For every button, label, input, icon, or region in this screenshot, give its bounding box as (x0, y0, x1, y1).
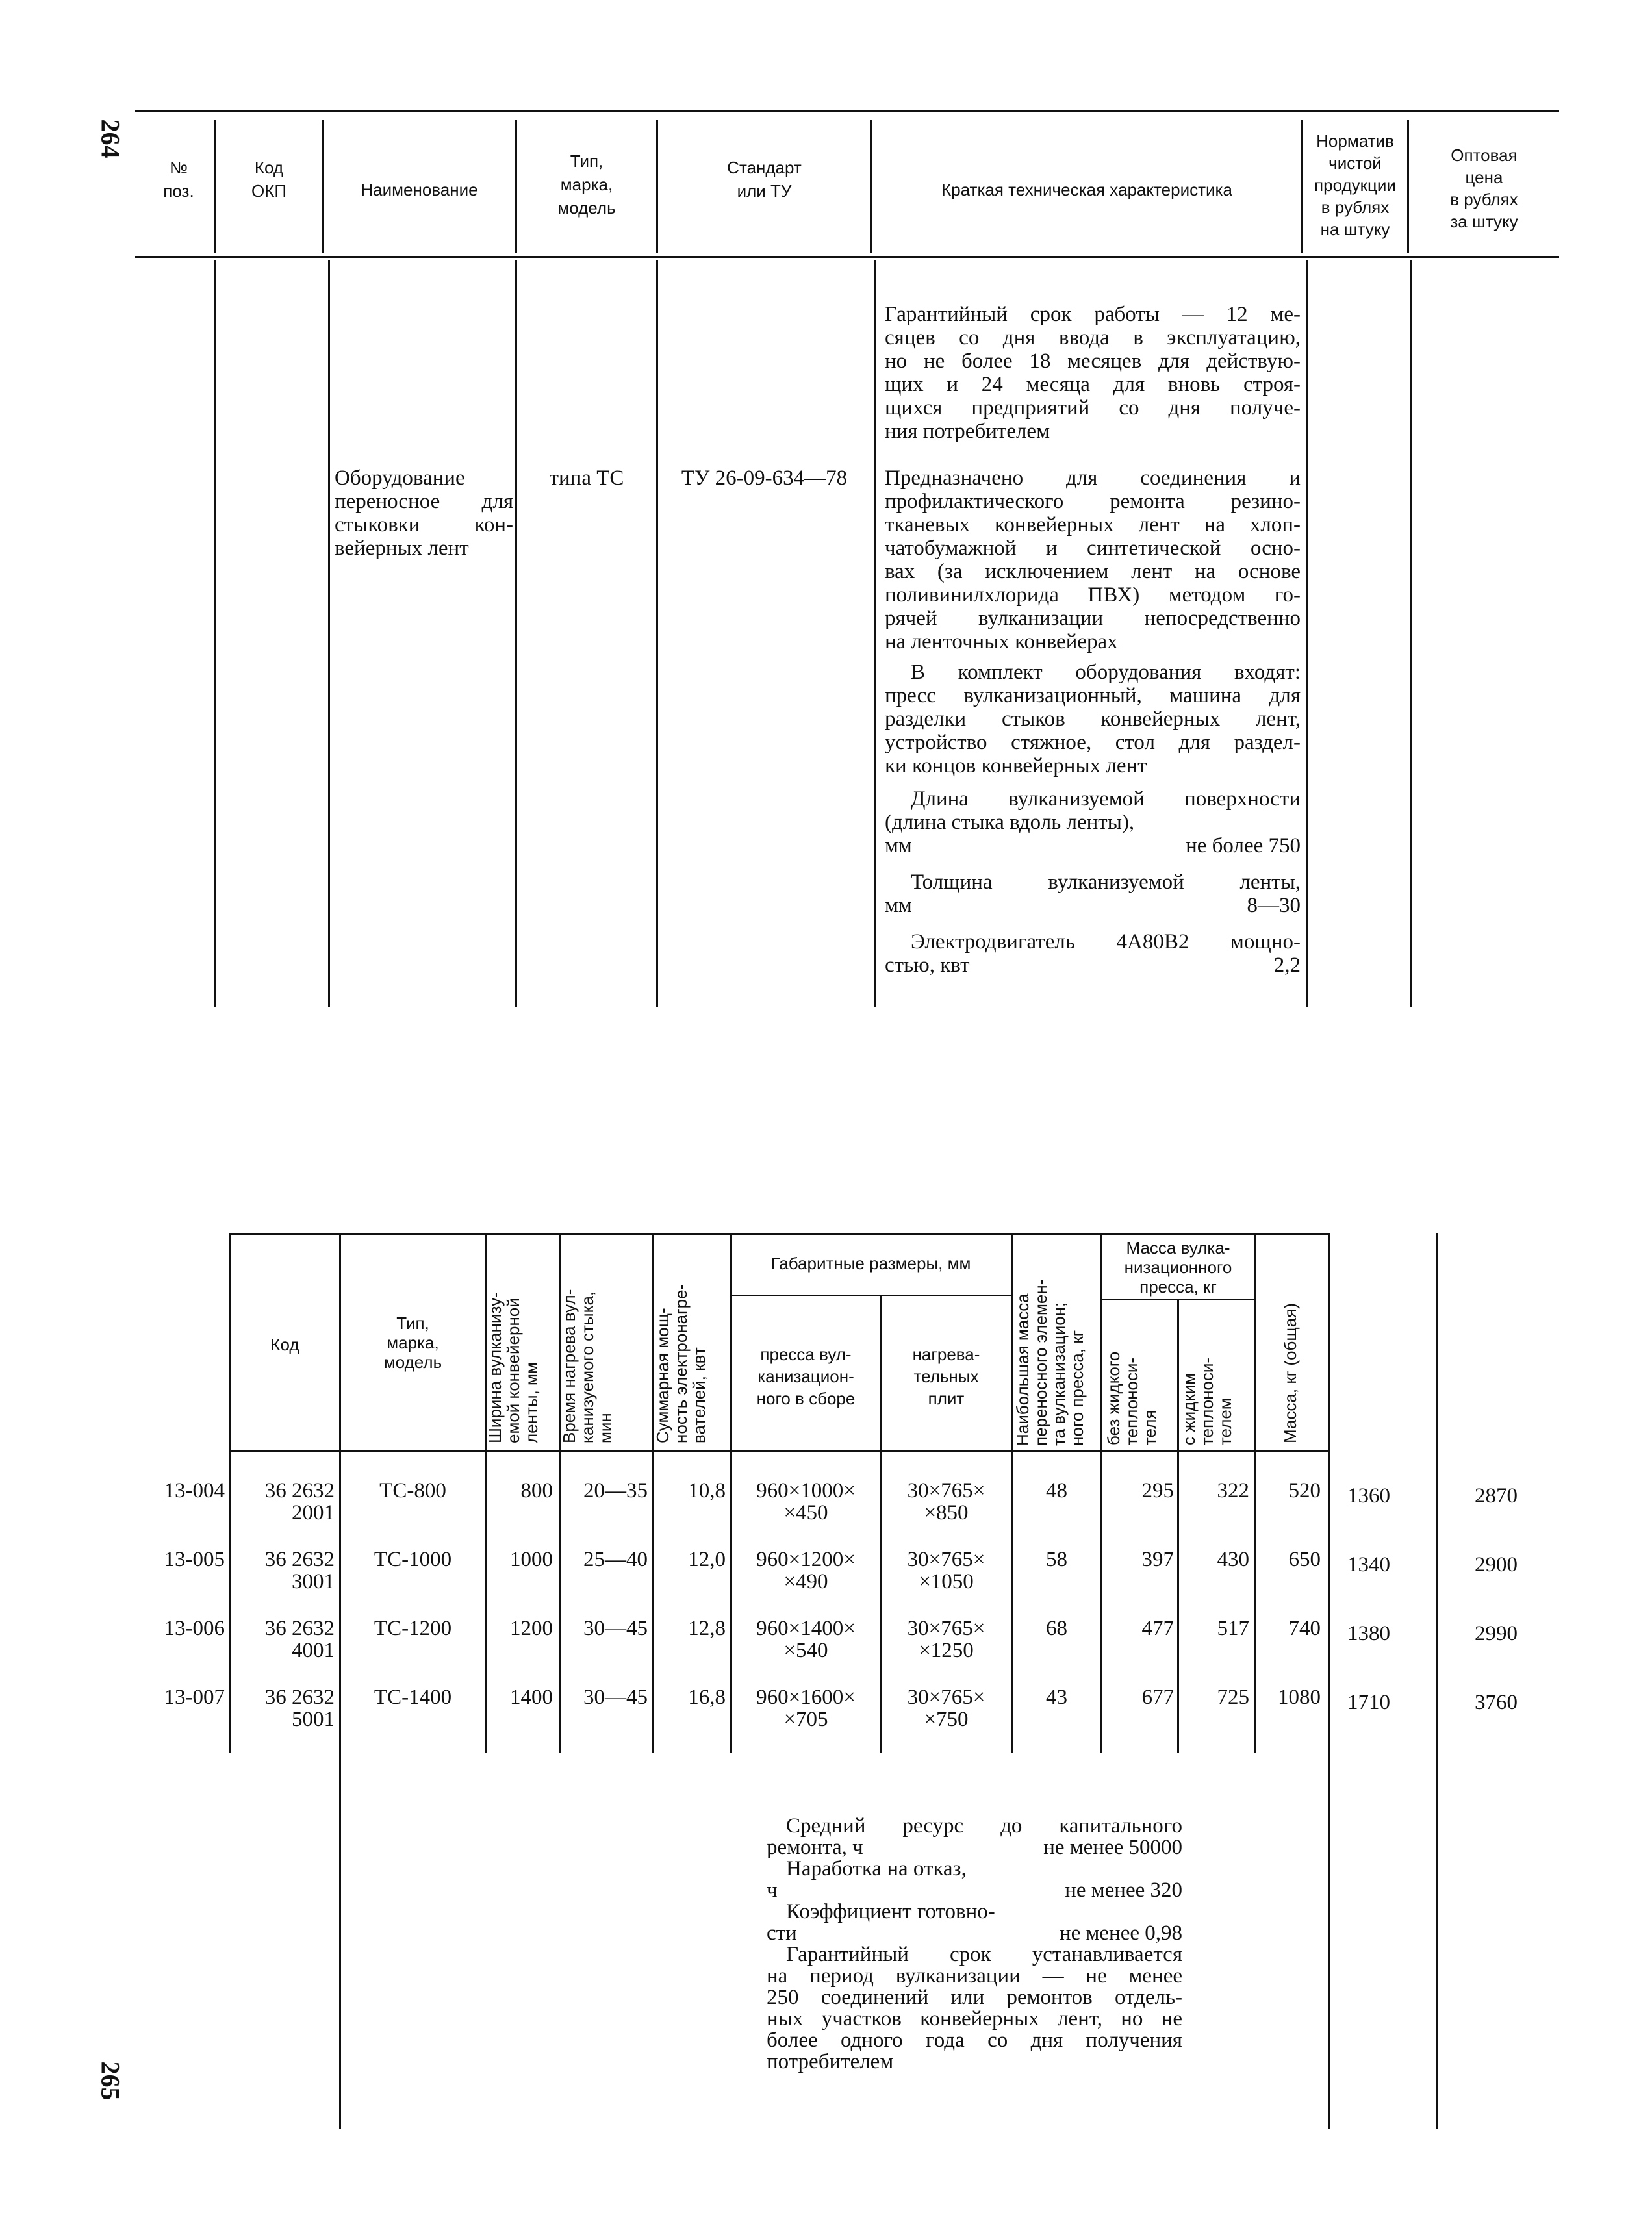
mtbf-value: не менее 320 (1065, 1879, 1182, 1902)
cell-width-line: 1200 (510, 1617, 553, 1640)
cell-norm-line: 1340 (1347, 1553, 1390, 1576)
cell-max-mass-line: 68 (1046, 1617, 1067, 1640)
cell-time-line: 20—35 (583, 1479, 648, 1502)
header-press-mass: Масса вулка- низационного пресса, кг (1124, 1238, 1232, 1297)
motor-value: 2,2 (1273, 954, 1301, 977)
cell-code-line: 36 2632 (264, 1479, 335, 1502)
length-unit: мм (885, 834, 912, 857)
cell-press-dims-line: 960×1000× (756, 1479, 856, 1502)
warranty-line: ных участков конвейерных лент, но не (767, 2007, 1182, 2031)
cell-mass-with-line: 430 (1217, 1548, 1249, 1571)
cell-power-line: 10,8 (688, 1479, 726, 1502)
body-divider (1410, 260, 1412, 1007)
cell-time (561, 1549, 648, 1571)
kit-line: ки концов конвейерных лент (885, 754, 1147, 778)
cell-plates-dims-line: ×750 (924, 1708, 969, 1731)
cell-time (561, 1480, 648, 1502)
cell-price (1438, 1623, 1555, 1645)
warranty-line: но не более 18 месяцев для действую- (885, 349, 1301, 373)
cell-plates-dims-line: ×850 (924, 1501, 969, 1525)
item-name-line: вейерных лент (335, 537, 469, 560)
cell-code (231, 1686, 335, 1730)
warranty-line: 250 соединений или ремонтов отдель- (767, 1986, 1182, 2009)
cell-mass-with (1179, 1480, 1249, 1502)
cell-pos (136, 1617, 225, 1639)
length-spec (885, 787, 1301, 857)
item-name-line: стыковки кон- (335, 513, 513, 537)
warranty-line: более одного года со дня получения (767, 2029, 1182, 2052)
cell-time-line: 30—45 (583, 1686, 648, 1709)
cell-price-line: 2990 (1475, 1622, 1518, 1645)
body-divider (515, 260, 517, 1007)
cell-norm (1330, 1623, 1408, 1645)
cell-width (487, 1480, 553, 1502)
cell-width (487, 1617, 553, 1639)
cell-mass-without (1102, 1549, 1174, 1571)
cell-power (654, 1480, 726, 1502)
cell-press-dims-line: ×540 (783, 1639, 828, 1662)
header-price: Оптовая цена в рублях за штуку (1450, 146, 1518, 231)
header-rule (135, 256, 1559, 258)
cell-power-line: 16,8 (688, 1686, 726, 1709)
cell-price-line: 3760 (1475, 1691, 1518, 1714)
cell-total-mass-line: 520 (1288, 1479, 1321, 1502)
header-type: Тип, марка, модель (383, 1313, 442, 1372)
cell-press-dims (732, 1686, 880, 1730)
mtbf-line: Наработка на отказ, (786, 1857, 967, 1880)
cell-code-line: 4001 (292, 1639, 335, 1662)
header-standard: Стандарт или ТУ (727, 158, 802, 201)
kit-line: пресс вулканизационный, машина для (885, 684, 1301, 707)
body-divider (1436, 1233, 1438, 2129)
purpose-line: тканевых конвейерных лент на хлоп- (885, 513, 1301, 537)
cell-price (1438, 1554, 1555, 1576)
cell-time (561, 1686, 648, 1708)
cell-time-line: 25—40 (583, 1548, 648, 1571)
resource-value: не менее 50000 (1043, 1836, 1182, 1859)
cell-pos-line: 13-004 (164, 1479, 225, 1502)
cell-mass-without (1102, 1686, 1174, 1708)
cell-total-mass (1256, 1617, 1321, 1639)
cell-mass-with-line: 322 (1217, 1479, 1249, 1502)
cell-plates-dims-line: 30×765× (907, 1617, 985, 1640)
item-name (335, 466, 513, 560)
length-value: не более 750 (1186, 834, 1301, 857)
kit-line: разделки стыков конвейерных лент, (885, 707, 1301, 731)
header-with-fluid: с жидким теплоноси- телем (1179, 1357, 1235, 1445)
cell-price-line: 2870 (1475, 1484, 1518, 1508)
warranty-line: на период вулканизации — не менее (767, 1964, 1182, 1988)
cell-type-line: ТС-800 (379, 1479, 446, 1502)
bottom-header-rule (229, 1450, 1330, 1452)
header-divider (1254, 1233, 1256, 1450)
purpose-line: поливинилхлорида ПВХ) методом го- (885, 583, 1301, 607)
cell-max-mass (1013, 1617, 1100, 1639)
cell-press-dims-line: ×450 (783, 1501, 828, 1525)
cell-power-line: 12,0 (688, 1548, 726, 1571)
cell-price (1438, 1485, 1555, 1507)
item-name-line: переносное для (335, 490, 513, 513)
warranty-line: щихся предприятий со дня получе- (885, 396, 1301, 420)
header-norm: Норматив чистой продукции в рублях на штуку (1314, 131, 1396, 239)
header-okp-code: Код ОКП (251, 158, 287, 201)
header-name: Наименование (361, 180, 478, 199)
resource-unit: ремонта, ч (767, 1836, 863, 1859)
cell-norm-line: 1360 (1347, 1484, 1390, 1508)
length-line: Длина вулканизуемой поверхности (911, 787, 1301, 811)
cell-mass-with-line: 725 (1217, 1686, 1249, 1709)
kit-line: устройство стяжное, стол для раздел- (885, 731, 1301, 754)
header-divider (1328, 1233, 1330, 1450)
purpose-line: рячей вулканизации непосредственно (885, 607, 1301, 630)
purpose-paragraph (885, 466, 1301, 653)
header-dims-plates: нагрева- тельных плит (912, 1345, 980, 1408)
cell-plates-dims-line: ×1050 (919, 1570, 974, 1593)
mtbf-unit: ч (767, 1879, 778, 1902)
cell-code (231, 1549, 335, 1593)
bottom-top-rule (229, 1233, 1330, 1235)
cell-mass-without (1102, 1617, 1174, 1639)
cell-type-line: ТС-1200 (374, 1617, 452, 1640)
cell-plates-dims (882, 1549, 1011, 1593)
dims-subrule (731, 1295, 1011, 1296)
cell-norm (1330, 1554, 1408, 1576)
item-type: типа ТС (549, 466, 624, 490)
cell-mass-without-line: 477 (1141, 1617, 1174, 1640)
body-divider (874, 260, 876, 1007)
purpose-line: на ленточных конвейерах (885, 630, 1118, 653)
cell-pos-line: 13-006 (164, 1617, 225, 1640)
body-divider (214, 260, 216, 1007)
cell-power (654, 1549, 726, 1571)
cell-plates-dims (882, 1480, 1011, 1524)
cell-type (341, 1549, 485, 1571)
cell-pos (136, 1686, 225, 1708)
readiness-unit: сти (767, 1921, 797, 1945)
thickness-value-row (885, 894, 1301, 917)
warranty-line: потребителем (767, 2050, 894, 2073)
cell-total-mass (1256, 1480, 1321, 1502)
header-width: Ширина вулканизу- емой конвейерной ленты, мм (485, 1292, 541, 1443)
cell-max-mass-line: 58 (1046, 1548, 1067, 1571)
warranty-line: ния потребителем (885, 420, 1050, 443)
cell-press-dims-line: 960×1200× (756, 1548, 856, 1571)
cell-total-mass-line: 1080 (1278, 1686, 1321, 1709)
resource-line: Средний ресурс до капитального (786, 1814, 1182, 1838)
cell-code-line: 36 2632 (264, 1617, 335, 1640)
warranty-line: Гарантийный срок устанавливается (786, 1943, 1182, 1966)
header-max-mass: Наибольшая масса переносного элемен- та вулканизацион; ного пресса, кг (1013, 1279, 1087, 1446)
cell-mass-with (1179, 1617, 1249, 1639)
cell-max-mass-line: 43 (1046, 1686, 1067, 1709)
cell-type-line: ТС-1400 (374, 1686, 452, 1709)
readiness-line: Коэффициент готовно- (786, 1900, 995, 1923)
cell-mass-without-line: 677 (1141, 1686, 1174, 1709)
page-number-bottom: 265 (95, 2061, 125, 2101)
cell-press-dims-line: 960×1600× (756, 1686, 856, 1709)
header-type: Тип, марка, модель (557, 151, 616, 218)
length-line: (длина стыка вдоль ленты), (885, 811, 1135, 834)
cell-pos-line: 13-007 (164, 1686, 225, 1709)
cell-code-line: 2001 (292, 1501, 335, 1525)
motor-spec (885, 930, 1301, 977)
cell-plates-dims (882, 1617, 1011, 1662)
warranty-paragraph (885, 303, 1301, 443)
header-total-mass: Масса, кг (общая) (1280, 1303, 1300, 1443)
cell-power-line: 12,8 (688, 1617, 726, 1640)
mtbf-row (767, 1880, 1182, 1901)
purpose-line: Предназначено для соединения и (885, 466, 1301, 490)
cell-time-line: 30—45 (583, 1617, 648, 1640)
header-code: Код (270, 1335, 299, 1354)
cell-press-dims-line: ×705 (783, 1708, 828, 1731)
cell-mass-with (1179, 1686, 1249, 1708)
cell-press-dims (732, 1549, 880, 1593)
cell-press-dims-line: ×490 (783, 1570, 828, 1593)
cell-width-line: 1400 (510, 1686, 553, 1709)
motor-value-row (885, 954, 1301, 977)
readiness-row (767, 1923, 1182, 1944)
kit-line: В комплект оборудования входят: (911, 661, 1301, 684)
header-pos: № поз. (163, 158, 194, 201)
cell-plates-dims-line: 30×765× (907, 1548, 985, 1571)
cell-norm (1330, 1691, 1408, 1714)
cell-mass-without-line: 295 (1141, 1479, 1174, 1502)
thickness-unit: мм (885, 894, 912, 917)
cell-time (561, 1617, 648, 1639)
cell-press-dims-line: 960×1400× (756, 1617, 856, 1640)
length-value-row (885, 834, 1301, 857)
cell-type (341, 1480, 485, 1502)
warranty-line: щих и 24 месяца для вновь строя- (885, 373, 1301, 396)
cell-max-mass (1013, 1686, 1100, 1708)
cell-max-mass (1013, 1549, 1100, 1571)
cell-code-line: 3001 (292, 1570, 335, 1593)
cell-plates-dims-line: ×1250 (919, 1639, 974, 1662)
cell-code-line: 36 2632 (264, 1548, 335, 1571)
cell-plates-dims (882, 1686, 1011, 1730)
cell-norm (1330, 1485, 1408, 1507)
cell-code-line: 5001 (292, 1708, 335, 1731)
cell-type (341, 1617, 485, 1639)
header-without-fluid: без жидкого теплоноси- теля (1104, 1351, 1160, 1445)
cell-mass-without (1102, 1480, 1174, 1502)
cell-pos-line: 13-005 (164, 1548, 225, 1571)
warranty-line: сяцев со дня ввода в эксплуатацию, (885, 326, 1301, 349)
cell-total-mass (1256, 1549, 1321, 1571)
body-divider (656, 260, 658, 1007)
top-rule (135, 110, 1559, 112)
body-divider (1306, 260, 1308, 1007)
cell-price-line: 2900 (1475, 1553, 1518, 1576)
cell-mass-without-line: 397 (1141, 1548, 1174, 1571)
cell-total-mass (1256, 1686, 1321, 1708)
item-name-line: Оборудование (335, 466, 465, 490)
cell-plates-dims-line: 30×765× (907, 1479, 985, 1502)
item-standard: ТУ 26-09-634—78 (681, 466, 848, 490)
cell-power (654, 1686, 726, 1708)
page-number-top: 264 (95, 119, 125, 158)
cell-pos (136, 1480, 225, 1502)
purpose-line: профилактического ремонта резино- (885, 490, 1301, 513)
cell-width-line: 1000 (510, 1548, 553, 1571)
cell-code-line: 36 2632 (264, 1686, 335, 1709)
cell-max-mass (1013, 1480, 1100, 1502)
cell-mass-with (1179, 1549, 1249, 1571)
warranty-line: Гарантийный срок работы — 12 ме- (885, 303, 1301, 326)
header-dims-press: пресса вул- канизацион- ного в сборе (756, 1345, 856, 1408)
resource-row (767, 1837, 1182, 1858)
thickness-value: 8—30 (1247, 894, 1301, 917)
purpose-line: вах (за исключением лент на основе (885, 560, 1301, 583)
cell-total-mass-line: 650 (1288, 1548, 1321, 1571)
header-spec: Краткая техническая характеристика (941, 180, 1232, 199)
header-dims: Габаритные размеры, мм (770, 1254, 971, 1273)
motor-unit: стью, квт (885, 954, 970, 977)
cell-price (1438, 1691, 1555, 1714)
motor-line: Электродвигатель 4А80В2 мощно- (911, 930, 1301, 954)
cell-code (231, 1480, 335, 1524)
cell-norm-line: 1380 (1347, 1622, 1390, 1645)
cell-norm-line: 1710 (1347, 1691, 1390, 1714)
cell-power (654, 1617, 726, 1639)
thickness-line: Толщина вулканизуемой ленты, (911, 870, 1301, 894)
cell-width (487, 1549, 553, 1571)
cell-type (341, 1686, 485, 1708)
cell-total-mass-line: 740 (1288, 1617, 1321, 1640)
cell-press-dims (732, 1617, 880, 1662)
cell-width-line: 800 (520, 1479, 553, 1502)
body-divider (328, 260, 330, 1007)
cell-pos (136, 1549, 225, 1571)
purpose-line: чатобумажной и синтетической осно- (885, 537, 1301, 560)
header-power: Суммарная мощ- ность электронагре- вателей, квт (653, 1284, 709, 1443)
readiness-value: не менее 0,98 (1059, 1921, 1182, 1945)
footer-notes (767, 1816, 1182, 2073)
kit-paragraph (885, 661, 1301, 778)
cell-code (231, 1617, 335, 1662)
cell-plates-dims-line: 30×765× (907, 1686, 985, 1709)
header-time: Время нагрева вул- канизуемого стыка, мин (559, 1289, 615, 1443)
cell-max-mass-line: 48 (1046, 1479, 1067, 1502)
cell-press-dims (732, 1480, 880, 1524)
thickness-spec (885, 870, 1301, 917)
cell-type-line: ТС-1000 (374, 1548, 452, 1571)
cell-width (487, 1686, 553, 1708)
cell-mass-with-line: 517 (1217, 1617, 1249, 1640)
